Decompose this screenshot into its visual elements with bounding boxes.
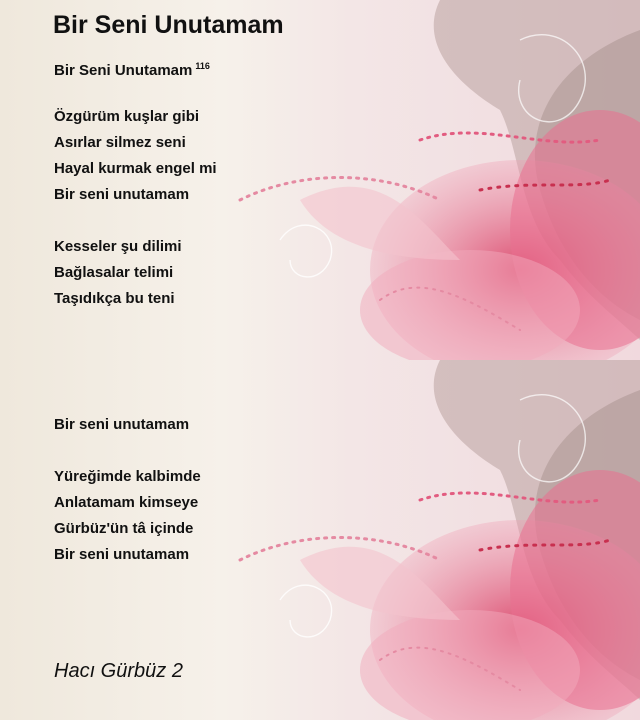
poem-line: Anlatamam kimseye: [54, 494, 199, 511]
poem-line: Yüreğimde kalbimde: [54, 468, 201, 485]
poem-line: Asırlar silmez seni: [54, 134, 186, 151]
page-title: Bir Seni Unutamam: [53, 11, 284, 39]
poem-line: Taşıdıkça bu teni: [54, 290, 175, 307]
poem-line: Bir seni unutamam: [54, 546, 190, 563]
poem-line: Hayal kurmak engel mi: [54, 160, 217, 177]
poem-line: Bir seni unutamam: [54, 416, 190, 433]
poem-line: Bağlasalar telimi: [54, 264, 174, 281]
poem-line: Özgürüm kuşlar gibi: [54, 108, 200, 125]
poem-line: Kesseler şu dilimi: [54, 238, 182, 255]
poem-line: Bir seni unutamam: [54, 186, 190, 203]
view-count-superscript: 116: [195, 61, 210, 71]
poem-subtitle: [54, 57, 210, 80]
poem-author: Hacı Gürbüz 2: [54, 660, 183, 682]
poem-line: Gürbüz'ün tâ içinde: [54, 520, 194, 537]
poem-subtitle-text: Bir Seni Unutamam: [54, 62, 193, 79]
